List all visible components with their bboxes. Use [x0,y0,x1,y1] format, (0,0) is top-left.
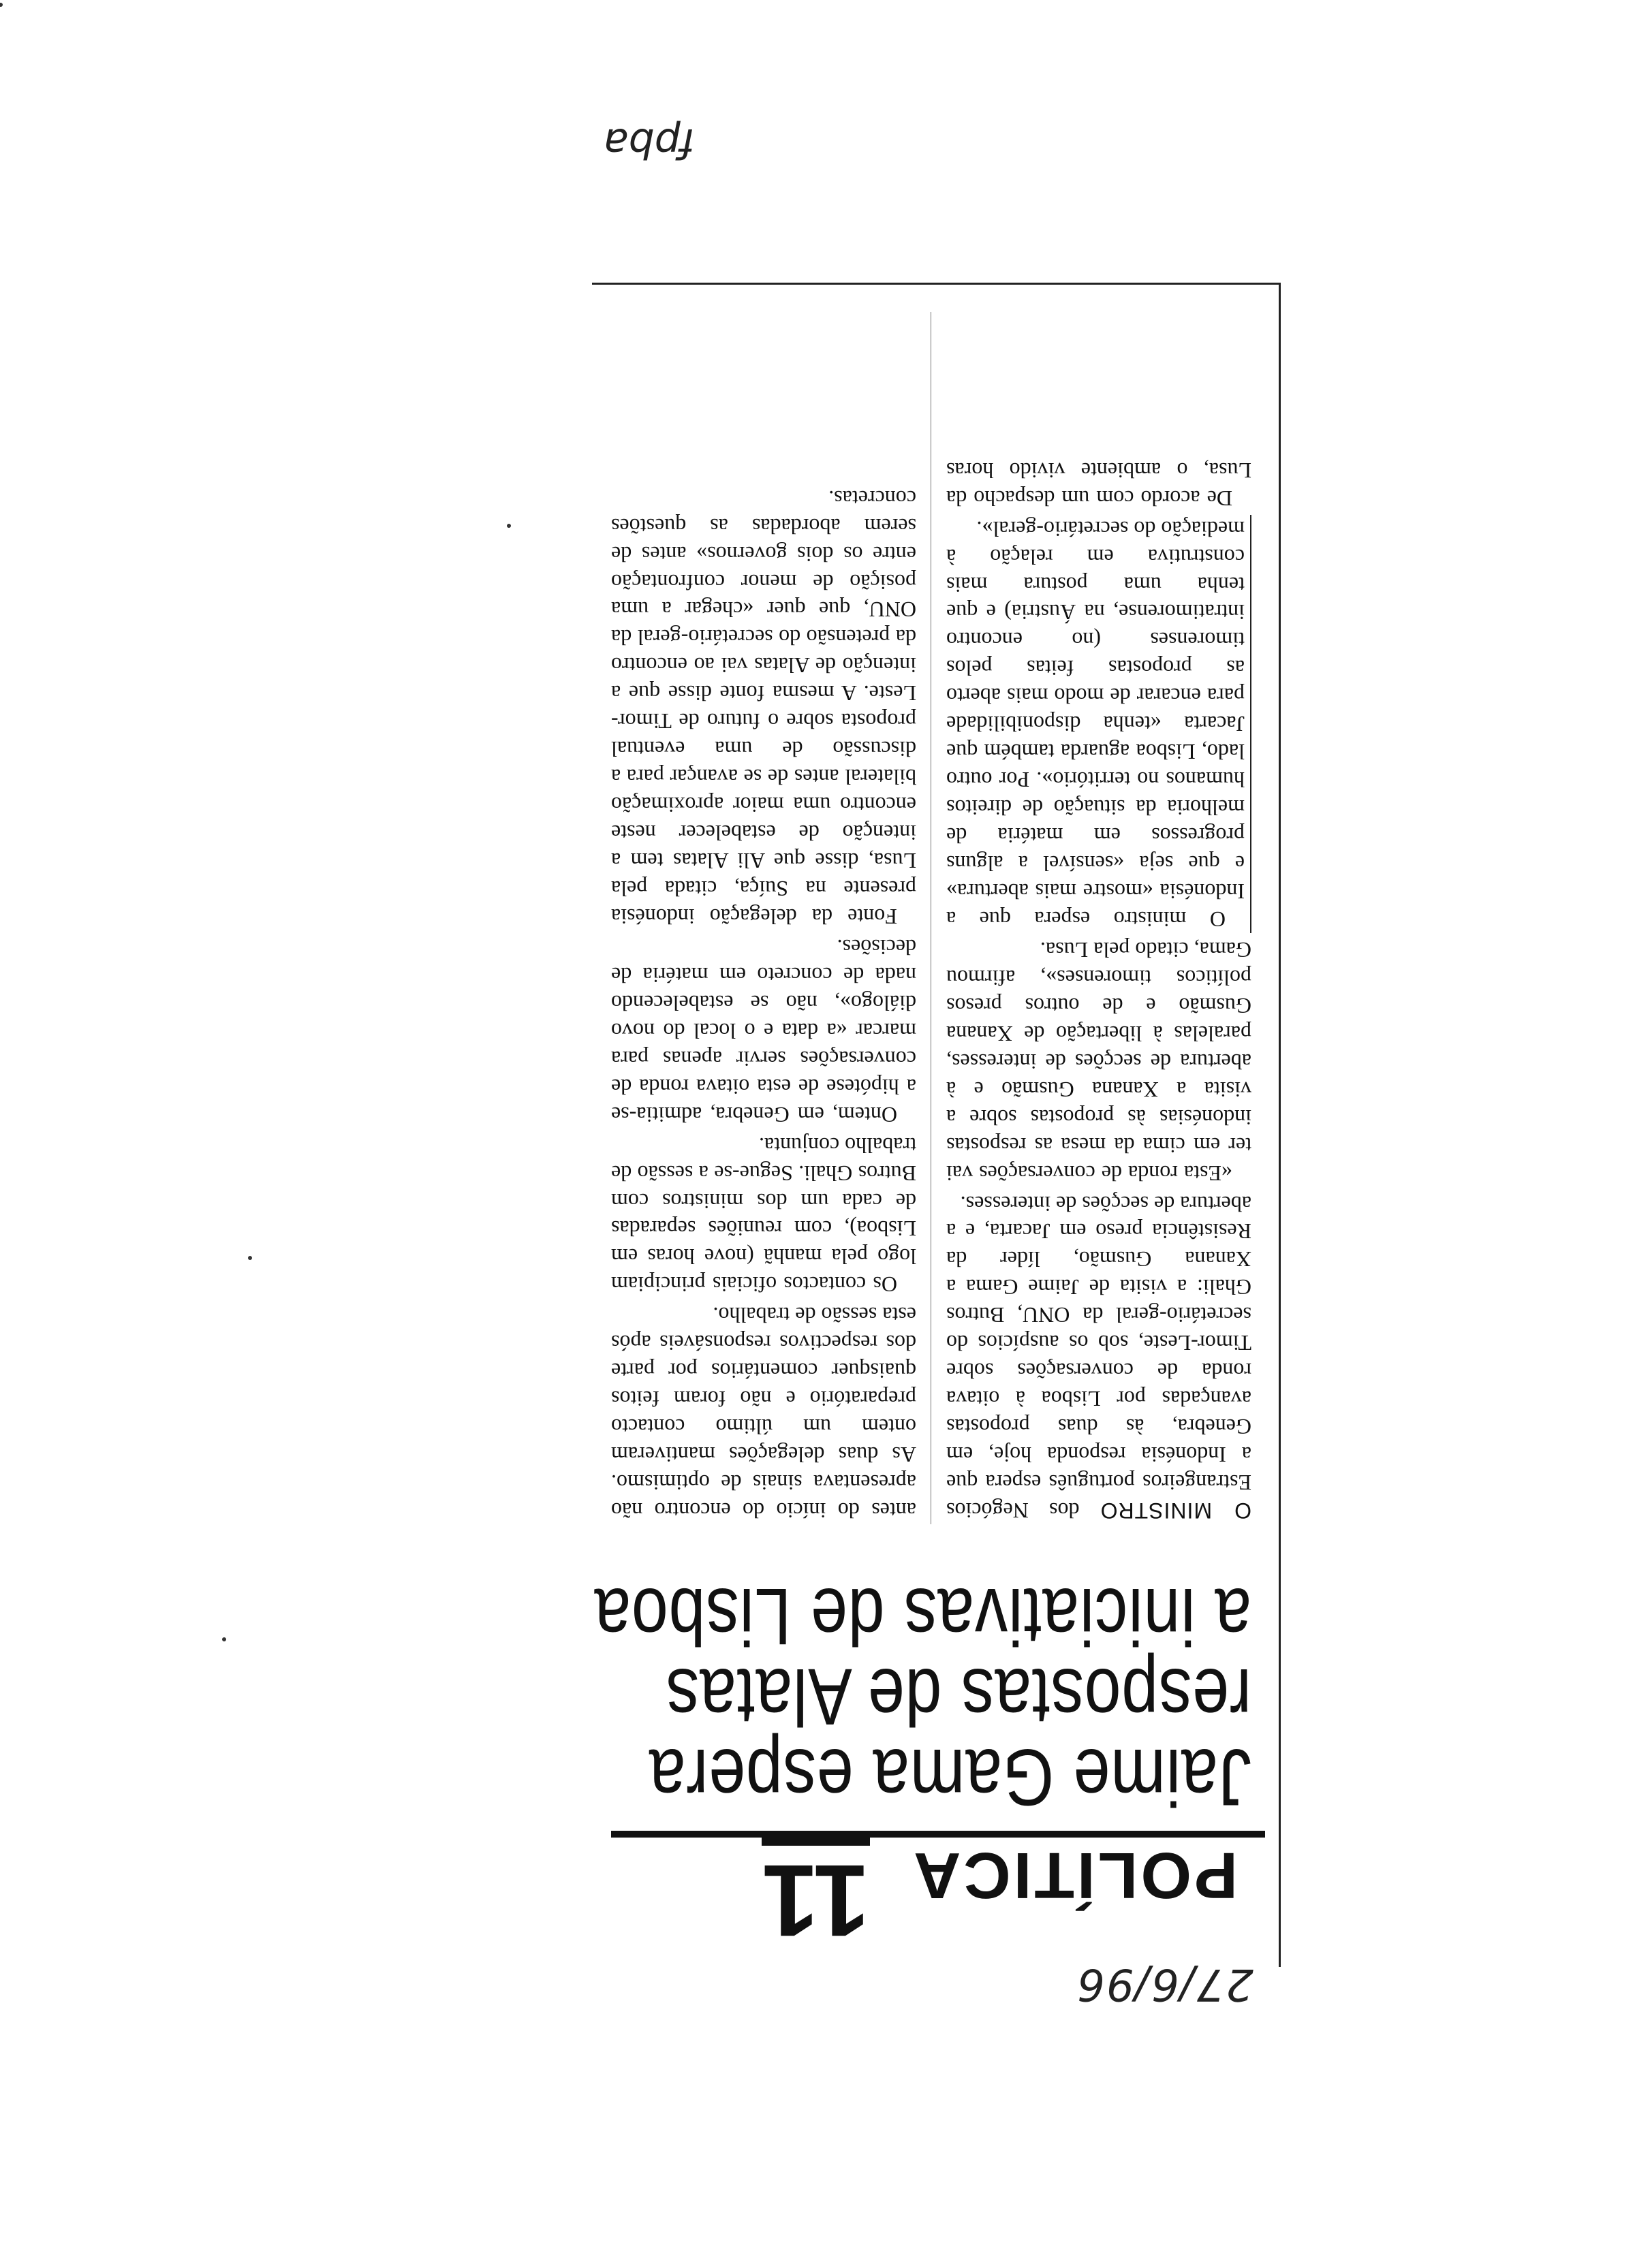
lead-word: O MINISTRO [1100,1498,1251,1523]
article-paragraph-5: Os contactos oficiais principiam logo pela manhã (nove horas em Lisboa), com reuniões separadas de cada um dos ministros com Butros Ghali. Segue-se a sessão de trabalho conjunta. [611,1133,916,1297]
handwritten-code: fpba [603,119,695,167]
headline-line-1: Jaime Gama espera [648,1732,1251,1822]
paragraph-text: dos Negócios Estrangeiros português espera que a Indonésia responda hoje, em Genebra, às duas propostas avançadas por Lisboa à oitava ronda de conversações sobre Timor-Leste, sob os auspícios do secretário-geral da ONU, Butros Ghali: a visita de Jaime Gama a Xanana Gusmão, líder da Resistência preso em Jacarta, e a abertura de secções de interesses. [946,1191,1251,1523]
headline-line-2: respostas de Alatas [665,1652,1251,1742]
scan-speck [248,1256,252,1260]
scan-speck [507,524,511,528]
article-paragraph-2: «Esta ronda de conversações vai ter em cima da mesa as respostas indonésias às propostas sobre a visita a Xanana Gusmão e à abertura de secções de interesses, paralelas à libertação de Xanana Gusmão e de outros presos políticos timorenses», afirmou Gama, citado pela Lusa. [946,937,1251,1186]
scan-speck [0,3,3,7]
scan-speck [222,1637,226,1641]
article-paragraph-4: De acordo com um despacho da Lusa, o ambiente vivido horas antes do início do encontro não apresentava sinais de optimismo. As duas delegações mantiveram ontem um último contacto preparatório e não foram feitos quaisquer comentários por parte dos respectivos responsáveis após esta sessão de trabalho. [611,458,1251,1523]
section-header [611,1831,1265,1958]
article-body [611,312,1251,1524]
handwritten-date: 27/6/96 [1076,1959,1254,2009]
newspaper-clipping [592,283,1281,1967]
article-paragraph-6: Ontem, em Genebra, admitia-se a hipótese de esta oitava ronda de conversações servir apenas para marcar «a data e o local do novo diálogo», não se estabelecendo nada de concreto em matéria de decisões. [611,934,916,1127]
article-paragraph-3: O ministro espera que a Indonésia «mostre mais abertura» e que seja «sensível a alguns progressos em matéria de melhoria da situação de direitos humanos no território». Por outro lado, Lisboa aguarda também que Jacarta «tenha disponibilidade para encarar de modo mais aberto as propostas feitas pelos timorenses (no encontro intratimorense, na Áustria) e que tenha uma postura mais construtiva em relação à mediação do secretário-geral». [946,515,1251,933]
headline [593,1571,1251,1822]
article-paragraph-1 [946,1190,1251,1524]
page-number: 11 [762,1838,870,1952]
article-paragraph-7: Fonte da delegação indonésia presente na Suíça, citada pela Lusa, disse que Ali Alatas tem a intenção de estabelecer neste encontro uma maior aproximação bilateral antes de se avançar para a discussão de uma eventual proposta sobre o futuro de Timor-Leste. A mesma fonte disse que a intenção de Alatas vai ao encontro da pretensão do secretário-geral da ONU, que quer «chegar a uma posição de menor confrontação entre os dois governos» antes de serem abordadas as questões concretas. [611,486,916,929]
section-name: POLÍTICA [911,1839,1238,1912]
headline-line-3: a iniciativas de Lisboa [593,1571,1251,1661]
